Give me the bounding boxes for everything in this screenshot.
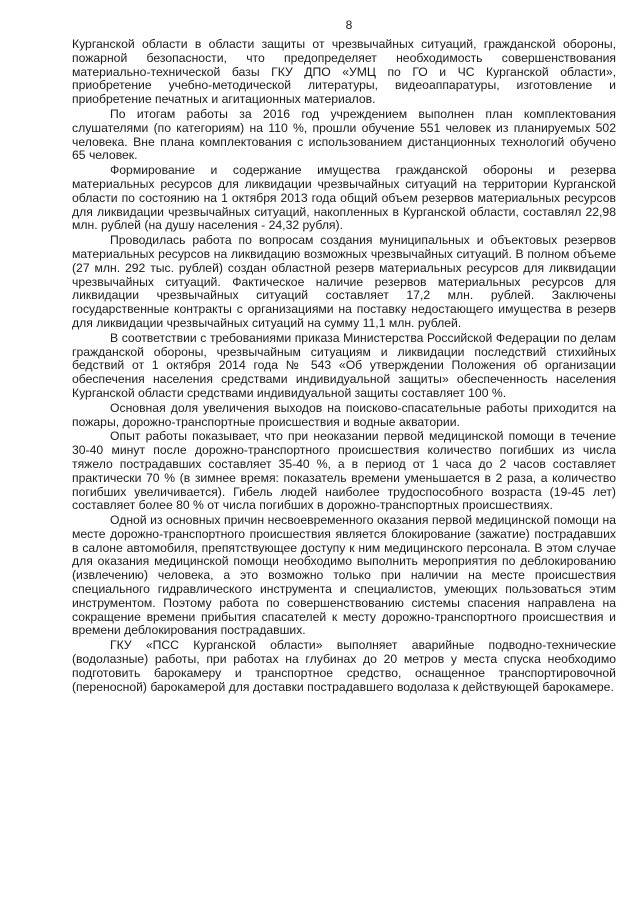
paragraph-9: ГКУ «ПСС Курганской области» выполняет аварийные подводно-технические (водолазные) работы, при работах на глубинах до 20 метров у места спуска необходимо подготовить барокамеру и транспортное средство, оснащенное транспортировочной (переносной) барокамерой для доставки пострадавшего водолаза к действующей барокамере. — [72, 638, 616, 694]
page-number: 8 — [345, 18, 353, 32]
paragraph-4: Проводилась работа по вопросам создания муниципальных и объектовых резервов материальных ресурсов на ликвидацию возможных чрезвычайных ситуаций. В полном объеме (27 млн. 292 тыс. рублей) создан областной резерв материальных ресурсов для ликвидации чрезвычайных ситуаций. Фактическое наличие резервов материальных ресурсов для ликвидации чрезвычайных ситуаций составляет 17,2 млн. рублей. Заключены государственные контракты с организациями на поставку недостающего имущества в резерв для ликвидации чрезвычайных ситуаций на сумму 11,1 млн. рублей. — [72, 233, 616, 330]
paragraph-2: По итогам работы за 2016 год учреждением выполнен план комплектования слушателями (по категориям) на 110 %, прошли обучение 551 человек из планируемых 502 человека. Вне плана комплектования с использованием дистанционных технологий обучено 65 человек. — [72, 106, 616, 163]
paragraph-6: Основная доля увеличения выходов на поисково-спасательные работы приходится на пожары, дорожно-транспортные происшествия и водные акватории. — [72, 400, 616, 429]
paragraph-3: Формирование и содержание имущества гражданской обороны и резерва материальных ресурсов для ликвидации чрезвычайных ситуаций на территории Курганской области по состоянию на 1 октября 2013 года общий объем резервов материальных ресурсов для ликвидации чрезвычайных ситуаций, накопленных в Курганской области, составлял 22,98 млн. рублей (на душу населения - 24,32 рубля). — [72, 163, 616, 233]
body-text — [72, 38, 616, 694]
paragraph-8: Одной из основных причин несвоевременного оказания первой медицинской помощи на месте дорожно-транспортного происшествия является блокирование (зажатие) пострадавших в салоне автомобиля, препятствующее доступу к ним медицинского персонала. В этом случае для оказания медицинской помощи необходимо выполнить мероприятия по деблокированию (извлечению) человека, а это возможно только при наличии на месте происшествия специального гидравлического инструмента и специалистов, умеющих пользоваться этим инструментом. Поэтому работа по совершенствованию системы спасения направлена на сокращение времени прибытия спасателей к месту дорожно-транспортного происшествия и времени деблокирования пострадавших. — [72, 513, 616, 638]
paragraph-1: Курганской области в области защиты от чрезвычайных ситуаций, гражданской обороны, пожарной безопасности, что предопределяет необходимость совершенствования материально-технической базы ГКУ ДПО «УМЦ по ГО и ЧС Курганской области», приобретение учебно-методической литературы, видеоаппаратуры, изготовление и приобретение печатных и агитационных материалов. — [72, 37, 616, 107]
paragraph-5: В соответствии с требованиями приказа Министерства Российской Федерации по делам гражданской обороны, чрезвычайным ситуациям и ликвидации последствий стихийных бедствий от 1 октября 2014 года № 543 «Об утверждении Положения об организации обеспечения населения средствами индивидуальной защиты» обеспеченность населения Курганской области средствами индивидуальной защиты составляет 100 %. — [72, 330, 616, 400]
paragraph-7: Опыт работы показывает, что при неоказании первой медицинской помощи в течение 30-40 минут после дорожно-транспортного происшествия количество погибших из числа тяжело пострадавших составляет 35-40 %, а в период от 1 часа до 2 часов составляет практически 70 % (в зимнее время: показатель времени уменьшается в 2 раза, а количество погибших увеличивается). Гибель людей наиболее трудоспособного возраста (19-45 лет) составляет более 80 % от числа погибших в дорожно-транспортных происшествиях. — [72, 429, 616, 513]
